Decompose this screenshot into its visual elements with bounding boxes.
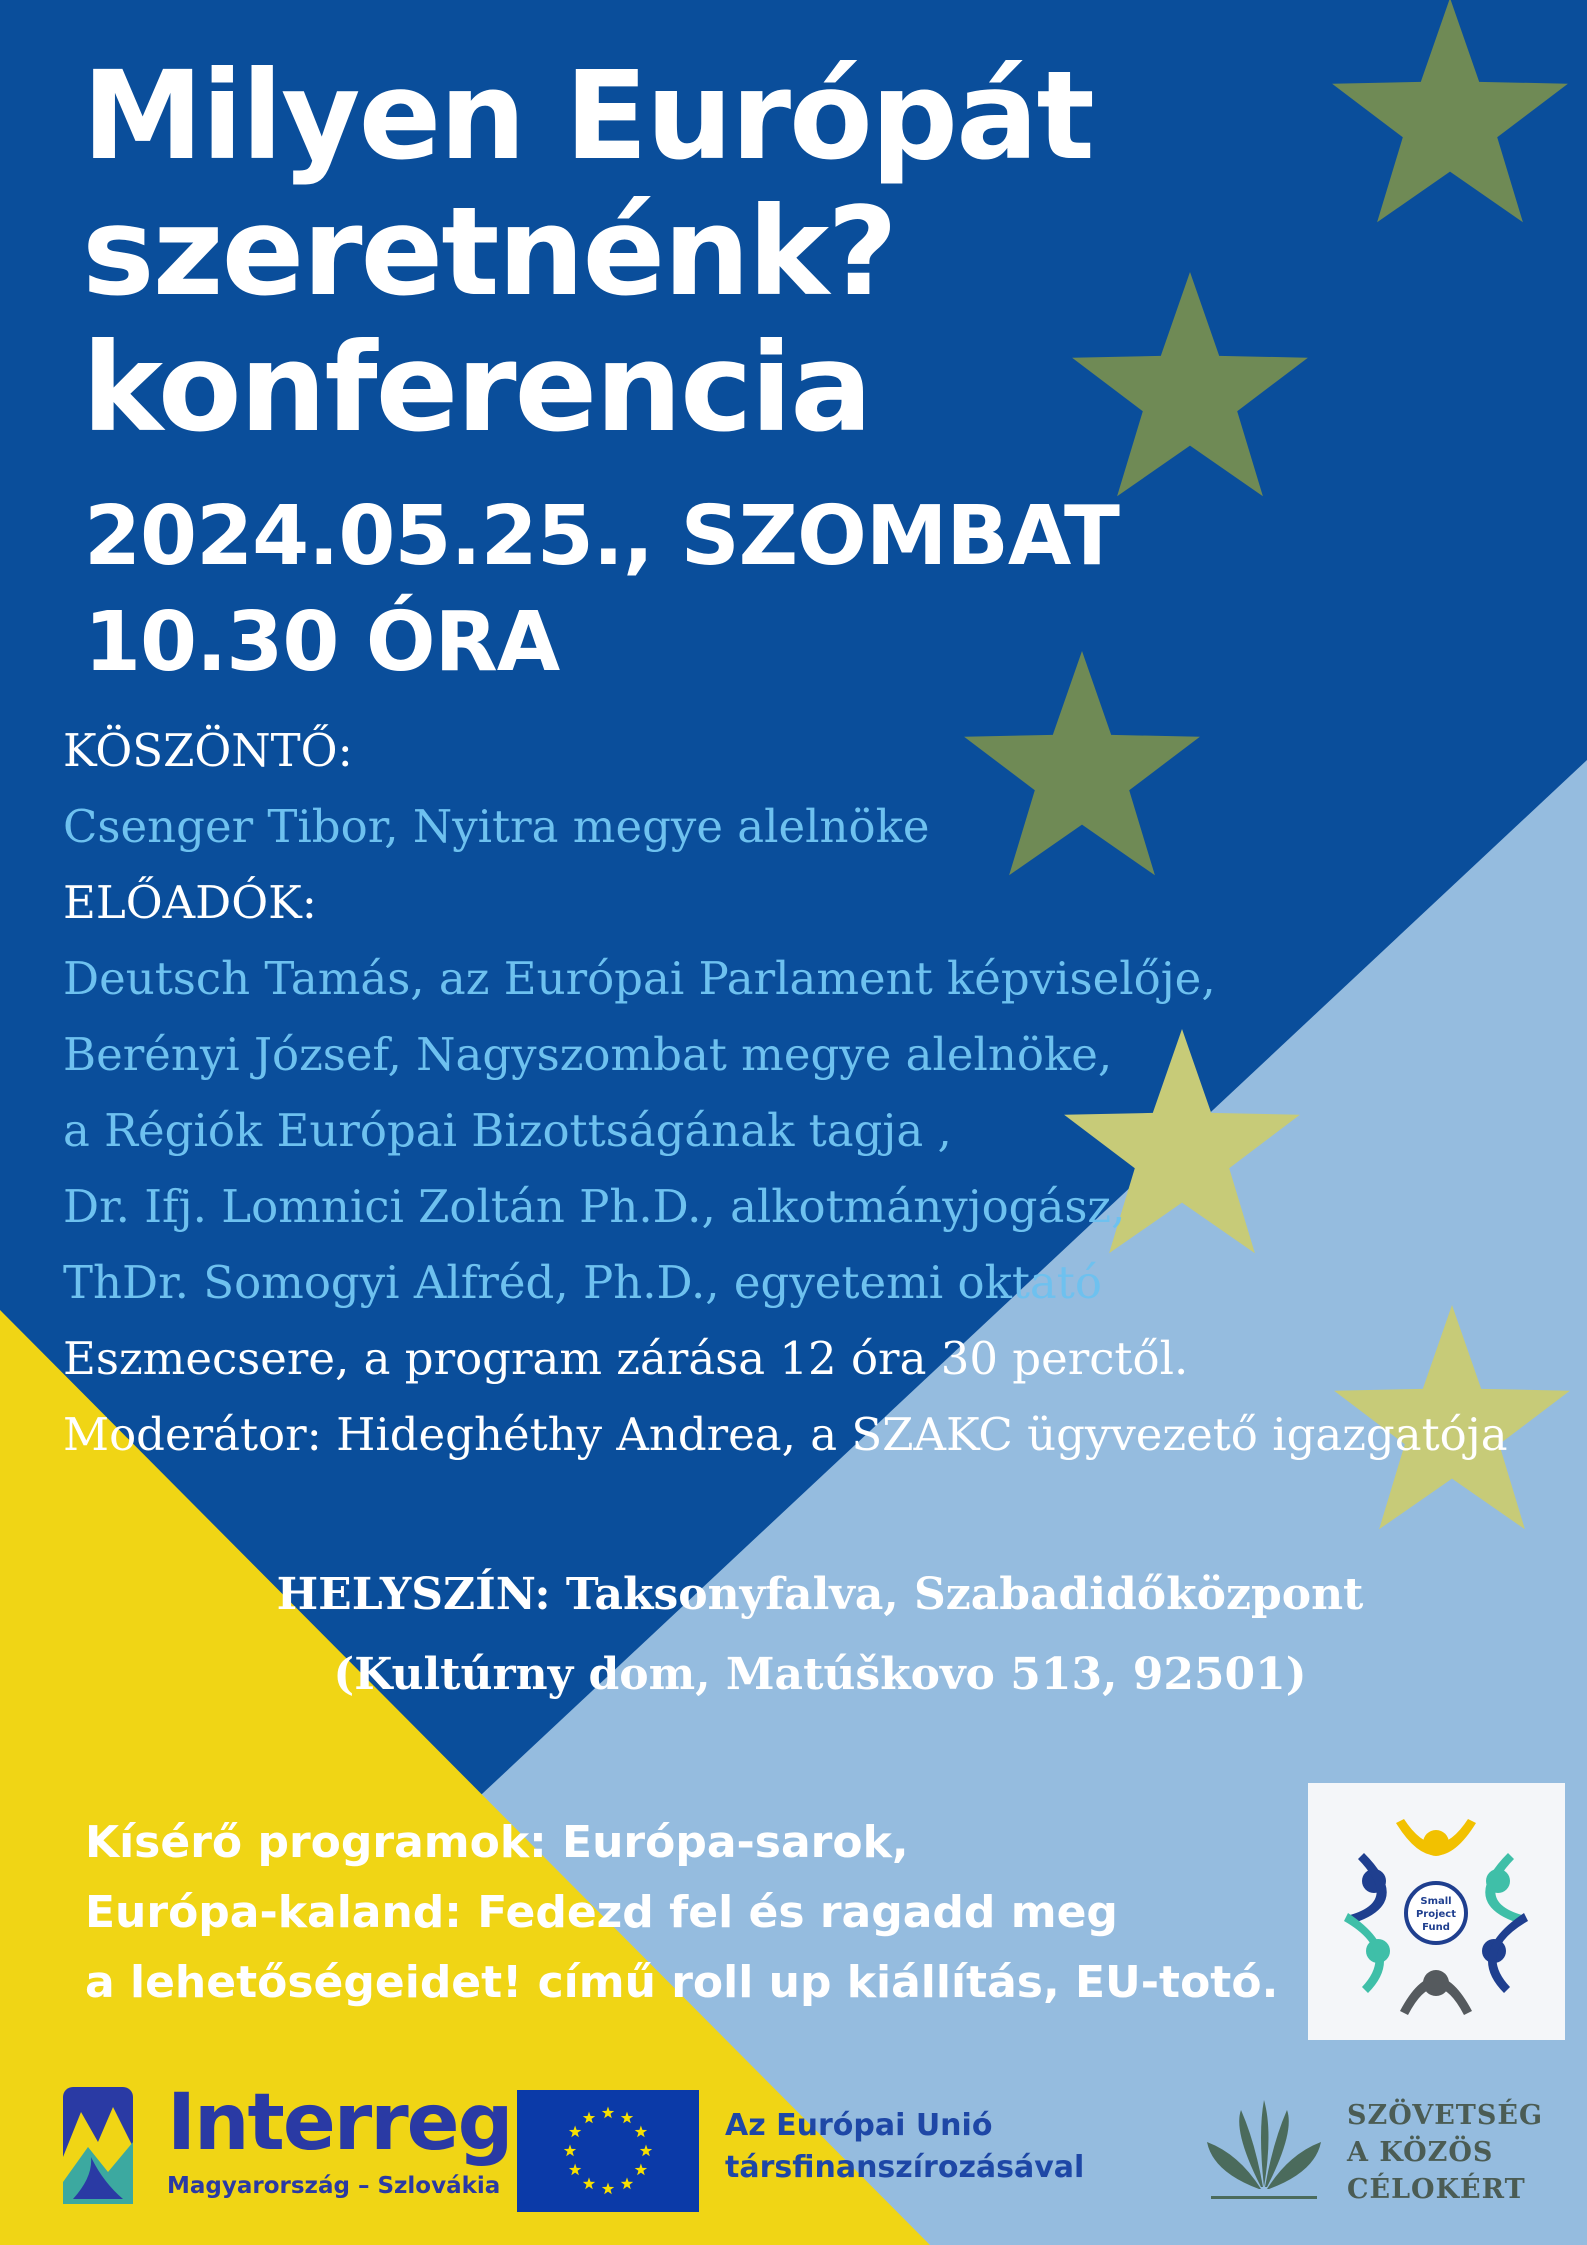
eu-star-icon bbox=[564, 2145, 576, 2157]
eu-cofinance-line: Az Európai Unió bbox=[725, 2108, 993, 2143]
side-program-line: Kísérő programok: Európa-sarok, bbox=[85, 1817, 909, 1868]
venue-address: (Kultúrny dom, Matúškovo 513, 92501) bbox=[333, 1649, 1307, 1700]
spf-text: Fund bbox=[1422, 1922, 1450, 1933]
szovetseg-line: CÉLOKÉRT bbox=[1347, 2174, 1526, 2205]
side-program-line: a lehetőségeidet! című roll up kiállítás, EU-totó. bbox=[85, 1957, 1279, 2008]
eu-cofinance-line: társfinanszírozásával bbox=[725, 2150, 1085, 2185]
small-project-fund-logo bbox=[1308, 1783, 1565, 2040]
interreg-mark-icon bbox=[63, 2087, 133, 2204]
interreg-wordmark: Interreg bbox=[167, 2078, 512, 2168]
eu-star-icon bbox=[602, 2107, 614, 2119]
event-date: 2024.05.25., SZOMBAT bbox=[84, 489, 1119, 584]
spf-text: Small bbox=[1420, 1896, 1452, 1907]
speakers-header: ELŐADÓK: bbox=[63, 876, 317, 929]
event-time: 10.30 ÓRA bbox=[84, 595, 560, 690]
eu-star-icon bbox=[569, 2164, 581, 2176]
welcome-speaker: Csenger Tibor, Nyitra megye alelnöke bbox=[63, 800, 930, 853]
eu-star-icon bbox=[602, 2183, 614, 2195]
welcome-header: KÖSZÖNTŐ: bbox=[63, 724, 353, 777]
closing-note: Eszmecsere, a program zárása 12 óra 30 perctől. bbox=[63, 1332, 1189, 1385]
program-list bbox=[63, 713, 1583, 1473]
interreg-region: Magyarország – Szlovákia bbox=[167, 2173, 501, 2199]
small-project-fund-icon bbox=[1308, 1783, 1565, 2040]
eu-star-icon bbox=[569, 2126, 581, 2138]
eu-star-icon bbox=[635, 2164, 647, 2176]
eu-star-icon bbox=[583, 2177, 595, 2189]
speaker-line: ThDr. Somogyi Alfréd, Ph.D., egyetemi oktató bbox=[63, 1256, 1102, 1309]
speaker-line: Deutsch Tamás, az Európai Parlament képviselője, bbox=[63, 952, 1216, 1005]
eu-flag-icon bbox=[517, 2090, 699, 2212]
speaker-line: Dr. Ifj. Lomnici Zoltán Ph.D., alkotmányjogász, bbox=[63, 1180, 1126, 1233]
speaker-line: Berényi József, Nagyszombat megye alelnöke, bbox=[63, 1028, 1113, 1081]
eu-star-icon bbox=[635, 2126, 647, 2138]
eu-star-icon bbox=[583, 2112, 595, 2124]
szovetseg-line: SZÖVETSÉG bbox=[1347, 2100, 1544, 2131]
moderator-line: Moderátor: Hideghéthy Andrea, a SZAKC ügyvezető igazgatója bbox=[63, 1408, 1508, 1461]
eu-cofinance-text bbox=[725, 2105, 1084, 2189]
speaker-line: a Régiók Európai Bizottságának tagja , bbox=[63, 1104, 952, 1157]
title-line: konferencia bbox=[82, 317, 871, 459]
szovetseg-line: A KÖZÖS bbox=[1347, 2137, 1494, 2168]
event-title bbox=[82, 45, 1282, 459]
szovetseg-plant-icon bbox=[1203, 2092, 1325, 2207]
venue-name: HELYSZÍN: Taksonyfalva, Szabadidőközpont bbox=[276, 1569, 1364, 1620]
title-line: Milyen Európát bbox=[82, 45, 1093, 187]
spf-text: Project bbox=[1415, 1909, 1457, 1920]
venue-block bbox=[0, 1555, 1587, 1715]
eu-star-icon bbox=[621, 2112, 633, 2124]
side-programs bbox=[85, 1808, 1285, 2018]
eu-star-icon bbox=[621, 2177, 633, 2189]
title-line: szeretnénk? bbox=[82, 181, 896, 323]
side-program-line: Európa-kaland: Fedezd fel és ragadd meg bbox=[85, 1887, 1118, 1938]
eu-star-icon bbox=[640, 2145, 652, 2157]
event-datetime bbox=[84, 484, 1284, 696]
szovetseg-text bbox=[1347, 2097, 1543, 2208]
